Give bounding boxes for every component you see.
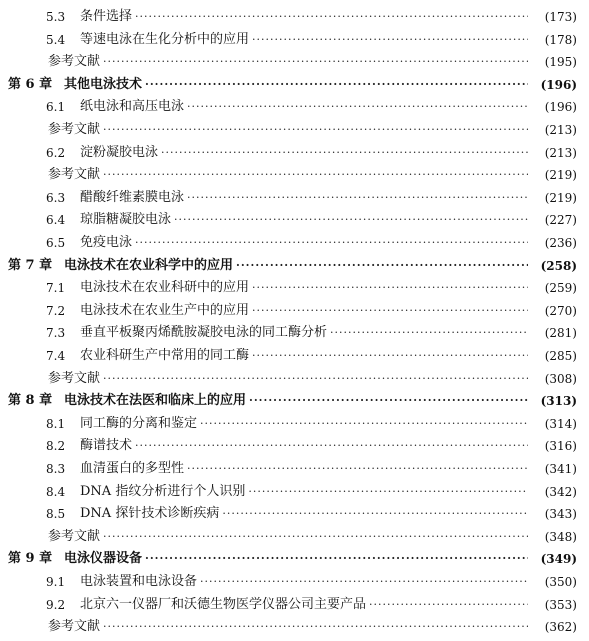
- section-number: 6.3: [46, 190, 66, 205]
- dot-leader: [252, 277, 528, 299]
- dot-leader: [252, 300, 528, 322]
- entry-title: 其他电泳技术: [64, 76, 143, 92]
- page-number: (259): [544, 281, 577, 296]
- section-entry: [0, 232, 589, 254]
- page-number: (353): [544, 597, 577, 612]
- chapter-entry: [0, 390, 589, 412]
- entry-title: 血清蛋白的多型性: [80, 461, 185, 476]
- page-number: (341): [544, 462, 577, 476]
- page-number: (343): [544, 507, 577, 522]
- entry-title: 电泳技术在农业科研中的应用: [80, 280, 250, 296]
- references-entry: [0, 51, 589, 73]
- references-entry: [0, 526, 589, 548]
- entry-title: 淀粉凝胶电泳: [80, 144, 159, 160]
- dot-leader: [249, 390, 528, 412]
- entry-title: 参考文献: [48, 370, 101, 386]
- entry-title: 电泳技术在农业科学中的应用: [64, 257, 234, 273]
- page-number: (219): [544, 168, 577, 183]
- entry-title: 电泳技术在法医和临床上的应用: [64, 393, 247, 409]
- dot-leader: [369, 594, 528, 616]
- dot-leader: [161, 142, 528, 164]
- dot-leader: [103, 368, 528, 390]
- section-entry: [0, 594, 589, 616]
- dot-leader: [200, 413, 528, 435]
- references-entry: [0, 164, 589, 186]
- page-number: (213): [544, 145, 577, 160]
- dot-leader: [248, 481, 528, 503]
- section-entry: [0, 571, 589, 593]
- page-number: (270): [544, 303, 577, 318]
- page-number: (349): [540, 552, 577, 567]
- dot-leader: [252, 345, 528, 367]
- page-number: (195): [544, 55, 577, 70]
- section-entry: [0, 142, 589, 164]
- page-number: (173): [544, 10, 577, 24]
- dot-leader: [103, 51, 528, 73]
- section-number: 6.5: [46, 236, 66, 250]
- entry-title: 酶谱技术: [80, 438, 133, 454]
- dot-leader: [135, 232, 528, 254]
- section-number: 7.3: [46, 326, 66, 341]
- page-number: (258): [540, 258, 577, 273]
- section-entry: [0, 209, 589, 231]
- section-number: 8.1: [46, 416, 66, 431]
- entry-title: 参考文献: [48, 122, 101, 137]
- entry-title: 垂直平板聚丙烯酰胺凝胶电泳的同工酶分析: [80, 325, 328, 341]
- dot-leader: [330, 322, 528, 344]
- dot-leader: [145, 548, 528, 570]
- entry-title: 条件选择: [80, 9, 133, 24]
- entry-title: 参考文献: [48, 54, 101, 70]
- page-number: (316): [544, 439, 577, 454]
- references-entry: [0, 119, 589, 141]
- dot-leader: [187, 458, 528, 480]
- entry-title: 电泳仪器设备: [64, 551, 143, 567]
- section-number: 5.3: [46, 10, 66, 24]
- section-number: 7.4: [46, 349, 66, 363]
- page-number: (285): [544, 349, 577, 363]
- page-number: (342): [544, 484, 577, 499]
- dot-leader: [200, 571, 528, 593]
- section-number: 9.1: [46, 575, 66, 589]
- section-number: 8.5: [46, 507, 66, 522]
- section-entry: [0, 277, 589, 299]
- section-number: 8.3: [46, 462, 66, 476]
- section-entry: [0, 29, 589, 51]
- section-entry: [0, 435, 589, 457]
- page-number: (219): [544, 190, 577, 205]
- entry-title: 参考文献: [48, 619, 101, 635]
- entry-title: DNA 指纹分析进行个人识别: [80, 483, 246, 499]
- section-entry: [0, 6, 589, 28]
- section-number: 8.2: [46, 439, 66, 454]
- dot-leader: [174, 209, 528, 231]
- section-number: 6.4: [46, 213, 66, 228]
- chapter-number: 第 7 章: [8, 257, 53, 273]
- entry-title: 同工酶的分离和鉴定: [80, 415, 198, 431]
- page-number: (308): [544, 371, 577, 386]
- page-number: (348): [544, 529, 577, 544]
- page-number: (281): [544, 326, 577, 341]
- dot-leader: [187, 96, 528, 118]
- section-number: 7.2: [46, 303, 66, 318]
- page-number: (196): [544, 100, 577, 115]
- page-number: (213): [544, 123, 577, 137]
- section-entry: [0, 458, 589, 480]
- dot-leader: [103, 164, 528, 186]
- entry-title: 参考文献: [48, 528, 101, 544]
- entry-title: 纸电泳和高压电泳: [80, 99, 185, 115]
- page-number: (178): [544, 32, 577, 47]
- chapter-number: 第 8 章: [8, 393, 53, 409]
- chapter-entry: [0, 255, 589, 277]
- references-entry: [0, 616, 589, 638]
- entry-title: 北京六一仪器厂和沃德生物医学仪器公司主要产品: [80, 596, 367, 612]
- entry-title: DNA 探针技术诊断疾病: [80, 506, 220, 522]
- section-number: 5.4: [46, 32, 66, 47]
- entry-title: 电泳装置和电泳设备: [80, 574, 198, 589]
- dot-leader: [236, 255, 528, 277]
- chapter-number: 第 9 章: [8, 551, 53, 567]
- section-entry: [0, 481, 589, 503]
- dot-leader: [135, 435, 528, 457]
- dot-leader: [252, 29, 528, 51]
- page-number: (196): [540, 77, 577, 92]
- section-number: 9.2: [46, 597, 66, 612]
- entry-title: 等速电泳在生化分析中的应用: [80, 31, 250, 47]
- entry-title: 参考文献: [48, 167, 101, 183]
- section-entry: [0, 96, 589, 118]
- dot-leader: [103, 616, 528, 638]
- section-number: 6.2: [46, 145, 66, 160]
- entry-title: 电泳技术在农业生产中的应用: [80, 302, 250, 318]
- dot-leader: [103, 119, 528, 141]
- dot-leader: [222, 503, 528, 525]
- section-number: 7.1: [46, 281, 66, 296]
- entry-title: 农业科研生产中常用的同工酶: [80, 348, 250, 363]
- dot-leader: [145, 74, 528, 96]
- entry-title: 琼脂糖凝胶电泳: [80, 212, 172, 228]
- dot-leader: [135, 6, 528, 28]
- section-entry: [0, 322, 589, 344]
- section-number: 8.4: [46, 484, 66, 499]
- section-entry: [0, 187, 589, 209]
- dot-leader: [187, 187, 528, 209]
- chapter-entry: [0, 548, 589, 570]
- section-entry: [0, 503, 589, 525]
- section-entry: [0, 413, 589, 435]
- page-number: (362): [544, 620, 577, 635]
- page-number: (350): [544, 575, 577, 589]
- section-entry: [0, 300, 589, 322]
- page-number: (313): [540, 394, 577, 409]
- section-entry: [0, 345, 589, 367]
- dot-leader: [103, 526, 528, 548]
- page-number: (314): [544, 416, 577, 431]
- page-number: (236): [544, 236, 577, 250]
- chapter-number: 第 6 章: [8, 76, 53, 92]
- section-number: 6.1: [46, 100, 66, 115]
- page-number: (227): [544, 213, 577, 228]
- references-entry: [0, 368, 589, 390]
- entry-title: 免疫电泳: [80, 235, 133, 250]
- entry-title: 醋酸纤维素膜电泳: [80, 189, 185, 205]
- chapter-entry: [0, 74, 589, 96]
